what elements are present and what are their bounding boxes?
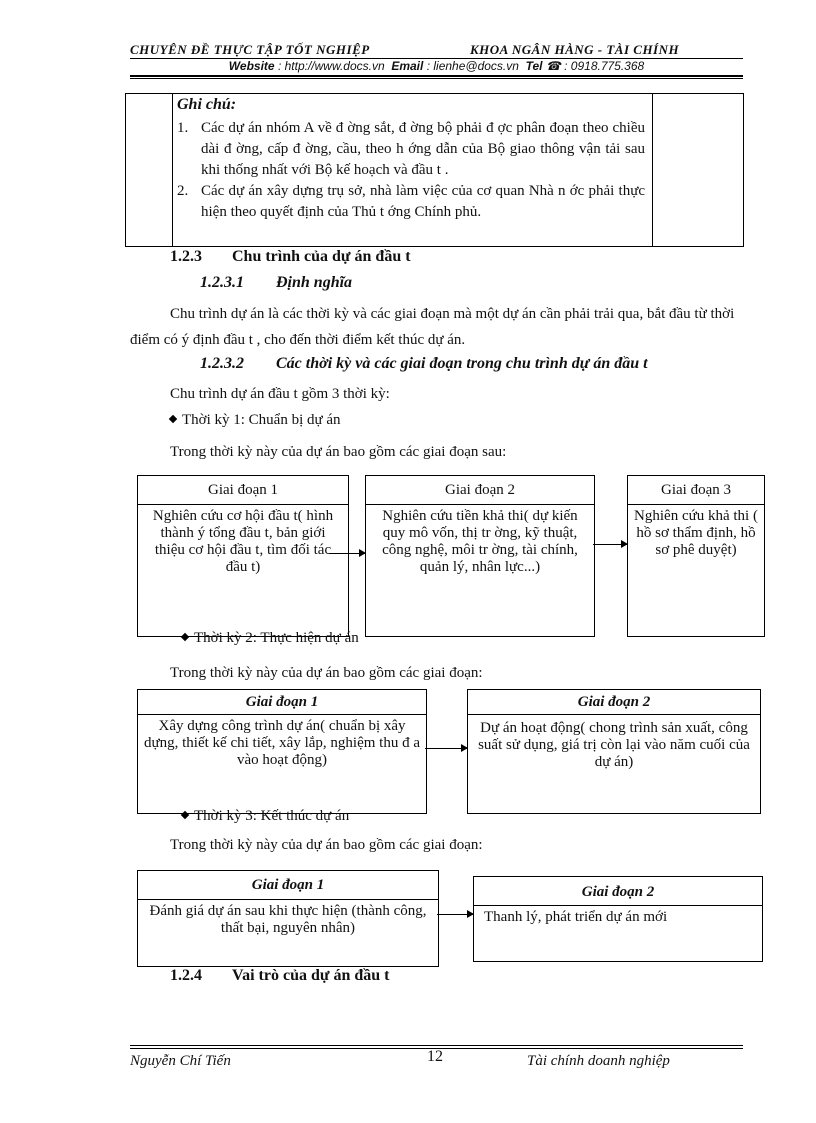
stage-title: Giai đoạn 2 bbox=[468, 690, 760, 715]
stage-body: Đánh giá dự án sau khi thực hiện (thành công, thất bại, nguyên nhân) bbox=[149, 903, 427, 936]
arrow-icon bbox=[329, 553, 365, 554]
stage-body: Nghiên cứu khả thi ( hồ sơ thẩm định, hồ sơ phê duyệt) bbox=[634, 508, 758, 558]
header-contact-line bbox=[130, 59, 743, 73]
period-1-intro: Trong thời kỳ này của dự án bao gồm các giai đoạn sau: bbox=[170, 444, 507, 460]
periods-intro: Chu trình dự án đầu t gồm 3 thời kỳ: bbox=[170, 386, 390, 402]
period-2-stage-2-box bbox=[467, 689, 761, 814]
bullet-icon bbox=[181, 811, 189, 819]
table-column-divider bbox=[652, 94, 653, 246]
header-right-title: KHOA NGÂN HÀNG - TÀI CHÍNH bbox=[470, 42, 680, 57]
email-label: Email bbox=[391, 59, 424, 73]
section-number: 1.2.3.2 bbox=[200, 355, 244, 372]
section-title: Chu trình của dự án đầu t bbox=[232, 248, 411, 265]
bullet-icon bbox=[181, 633, 189, 641]
header-rule-thin bbox=[130, 78, 743, 79]
stage-title: Giai đoạn 1 bbox=[138, 690, 426, 715]
period-3-intro: Trong thời kỳ này của dự án bao gồm các giai đoạn: bbox=[170, 837, 483, 853]
period-1-label: Thời kỳ 1: Chuẩn bị dự án bbox=[170, 408, 341, 432]
note-item-text: Các dự án nhóm A về đ ờng sắt, đ ờng bộ phải đ ợc phân đoạn theo chiều dài đ ờng, cấp đ ờng, cầu, theo h ớng dẫn của Bộ giao thông vận tải sau khi thống nhất với Bộ kế hoạch và đầu t . bbox=[201, 120, 645, 178]
period-3-stage-2-box bbox=[473, 876, 763, 962]
section-number: 1.2.4 bbox=[170, 967, 202, 984]
arrow-icon bbox=[425, 748, 467, 749]
section-heading-1-2-4 bbox=[170, 967, 389, 985]
tel-label: Tel bbox=[525, 59, 543, 73]
website-value[interactable]: : http://www.docs.vn bbox=[277, 59, 385, 73]
stage-body: Nghiên cứu cơ hội đầu t( hình thành ý tổng đầu t, bản giới thiệu cơ hội đầu t, tìm đối tác đầu t) bbox=[152, 508, 334, 575]
period-2-intro: Trong thời kỳ này của dự án bao gồm các giai đoạn: bbox=[170, 665, 483, 681]
stage-title: Giai đoạn 1 bbox=[138, 476, 348, 505]
period-1-stage-2-box bbox=[365, 475, 595, 637]
header-rule-thick bbox=[130, 75, 743, 77]
bullet-icon bbox=[169, 415, 177, 423]
section-number: 1.2.3.1 bbox=[200, 274, 244, 291]
stage-body: Thanh lý, phát triển dự án mới bbox=[484, 909, 668, 925]
period-2-label: Thời kỳ 2: Thực hiện dự án bbox=[182, 628, 359, 648]
stage-title: Giai đoạn 2 bbox=[366, 476, 594, 505]
section-title: Định nghĩa bbox=[276, 274, 353, 291]
note-item bbox=[177, 118, 645, 181]
note-item-text: Các dự án xây dựng trụ sở, nhà làm việc của cơ quan Nhà n ớc phải thực hiện theo quyết định của Thủ t ớng Chính phủ. bbox=[201, 183, 645, 220]
definition-paragraph: Chu trình dự án là các thời kỳ và các giai đoạn mà một dự án cần phải trải qua, bắt đầu từ thời điểm có ý định đầu t , cho đến thời điểm kết thúc dự án. bbox=[130, 306, 735, 348]
footer-rule bbox=[130, 1045, 743, 1046]
table-column-divider bbox=[172, 94, 173, 246]
section-number: 1.2.3 bbox=[170, 248, 202, 265]
note-list bbox=[177, 118, 645, 223]
stage-title: Giai đoạn 3 bbox=[628, 476, 764, 505]
tel-value: ☎ : 0918.775.368 bbox=[545, 59, 645, 73]
section-title: Vai trò của dự án đầu t bbox=[232, 967, 390, 984]
stage-body: Xây dựng công trình dự án( chuẩn bị xây dựng, thiết kế chi tiết, xây lắp, nghiệm thu đ a vào hoạt động) bbox=[144, 718, 420, 768]
note-title: Ghi chú: bbox=[177, 96, 237, 113]
period-1-stage-1-box bbox=[137, 475, 349, 637]
footer-subject: Tài chính doanh nghiệp bbox=[527, 1053, 670, 1069]
section-title: Các thời kỳ và các giai đoạn trong chu trình dự án đầu t bbox=[276, 355, 648, 372]
email-value[interactable]: : lienhe@docs.vn bbox=[426, 59, 519, 73]
period-3-stage-1-box bbox=[137, 870, 439, 967]
period-3-label: Thời kỳ 3: Kết thúc dự án bbox=[182, 806, 349, 826]
period-2-stage-1-box bbox=[137, 689, 427, 814]
page-number: 12 bbox=[427, 1048, 443, 1065]
website-label: Website bbox=[228, 59, 275, 73]
section-heading-1-2-3 bbox=[170, 248, 411, 266]
note-item-number: 2. bbox=[177, 183, 189, 199]
stage-title: Giai đoạn 1 bbox=[138, 871, 438, 900]
stage-body: Nghiên cứu tiền khả thi( dự kiến quy mô vốn, thị tr ờng, kỹ thuật, công nghệ, môi tr ờng, tài chính, quản lý, nhân lực...) bbox=[382, 508, 578, 575]
stage-body: Dự án hoạt động( chong trình sản xuất, công suất sử dụng, giá trị còn lại vào năm cuối của dự án) bbox=[478, 720, 750, 770]
arrow-icon bbox=[437, 914, 473, 915]
arrow-icon bbox=[593, 544, 627, 545]
note-item bbox=[177, 181, 645, 223]
note-item-number: 1. bbox=[177, 120, 189, 136]
footer-author: Nguyễn Chí Tiến bbox=[130, 1053, 231, 1069]
stage-title: Giai đoạn 2 bbox=[474, 877, 762, 906]
header-left-title: CHUYÊN ĐỀ THỰC TẬP TỐT NGHIỆP bbox=[130, 42, 370, 57]
section-heading-1-2-3-1 bbox=[200, 274, 352, 292]
period-1-stage-3-box bbox=[627, 475, 765, 637]
section-heading-1-2-3-2 bbox=[200, 355, 648, 373]
